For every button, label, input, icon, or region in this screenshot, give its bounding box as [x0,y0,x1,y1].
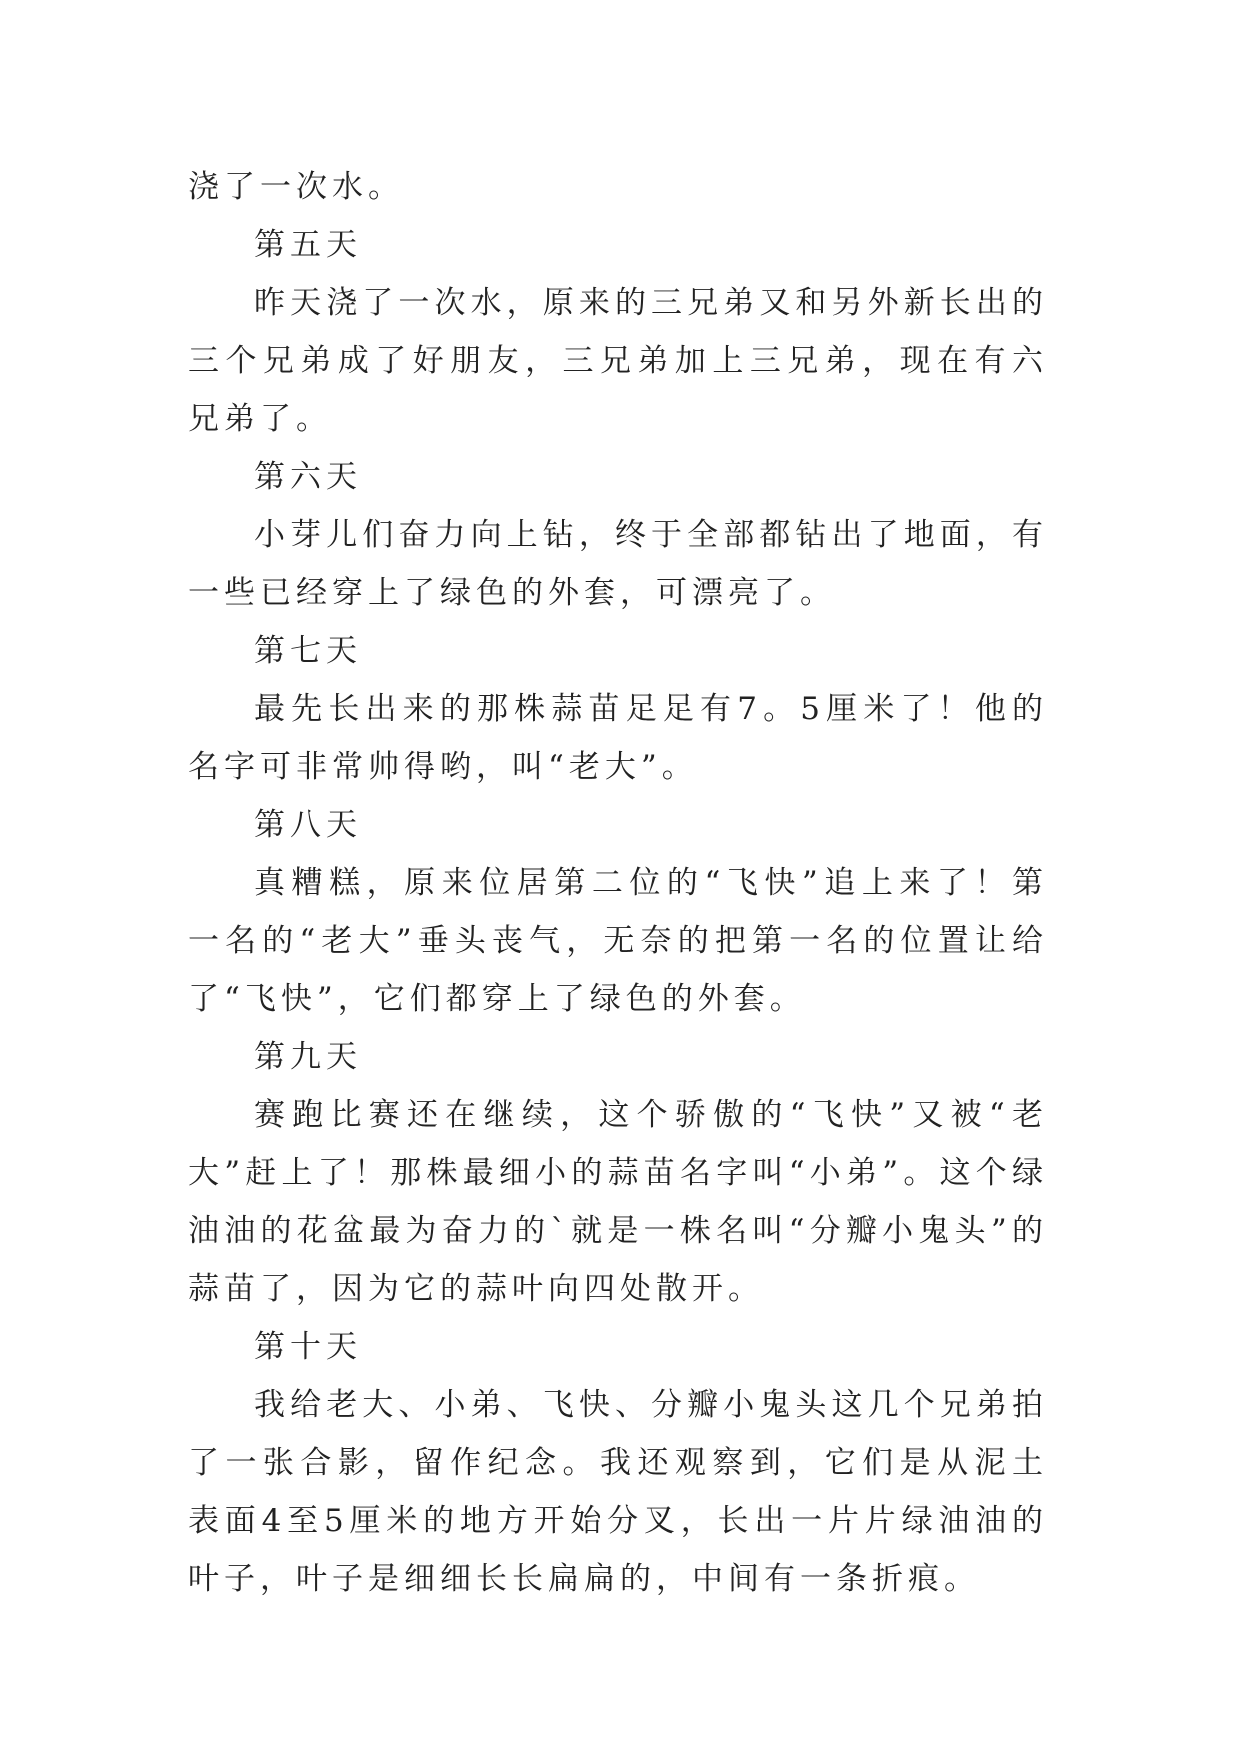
paragraph: 小芽儿们奋力向上钻，终于全部都钻出了地面，有一些已经穿上了绿色的外套，可漂亮了。 [188,517,1048,611]
day-heading: 第七天 [254,633,362,669]
paragraph: 我给老大、小弟、飞快、分瓣小鬼头这几个兄弟拍了一张合影，留作纪念。我还观察到，它们是从泥土表面4至5厘米的地方开始分叉，长出一片片绿油油的叶子，叶子是细细长长扁扁的，中间有一条折痕。 [188,1387,1048,1597]
day-heading: 第五天 [254,227,362,263]
paragraph: 最先长出来的那株蒜苗足足有7。5厘米了！他的名字可非常帅得哟，叫“老大”。 [188,691,1048,785]
paragraph: 赛跑比赛还在继续，这个骄傲的“飞快”又被“老大”赶上了！那株最细小的蒜苗名字叫“小弟”。这个绿油油的花盆最为奋力的`就是一株名叫“分瓣小鬼头”的蒜苗了，因为它的蒜叶向四处散开。 [188,1097,1048,1307]
paragraph: 浇了一次水。 [188,169,404,205]
day-heading: 第十天 [254,1329,362,1365]
day-heading: 第六天 [254,459,362,495]
document-body [188,158,1048,1608]
paragraph: 真糟糕，原来位居第二位的“飞快”追上来了！第一名的“老大”垂头丧气，无奈的把第一名的位置让给了“飞快”，它们都穿上了绿色的外套。 [188,865,1048,1017]
day-heading: 第八天 [254,807,362,843]
paragraph: 昨天浇了一次水，原来的三兄弟又和另外新长出的三个兄弟成了好朋友，三兄弟加上三兄弟，现在有六兄弟了。 [188,285,1048,437]
day-heading: 第九天 [254,1039,362,1075]
